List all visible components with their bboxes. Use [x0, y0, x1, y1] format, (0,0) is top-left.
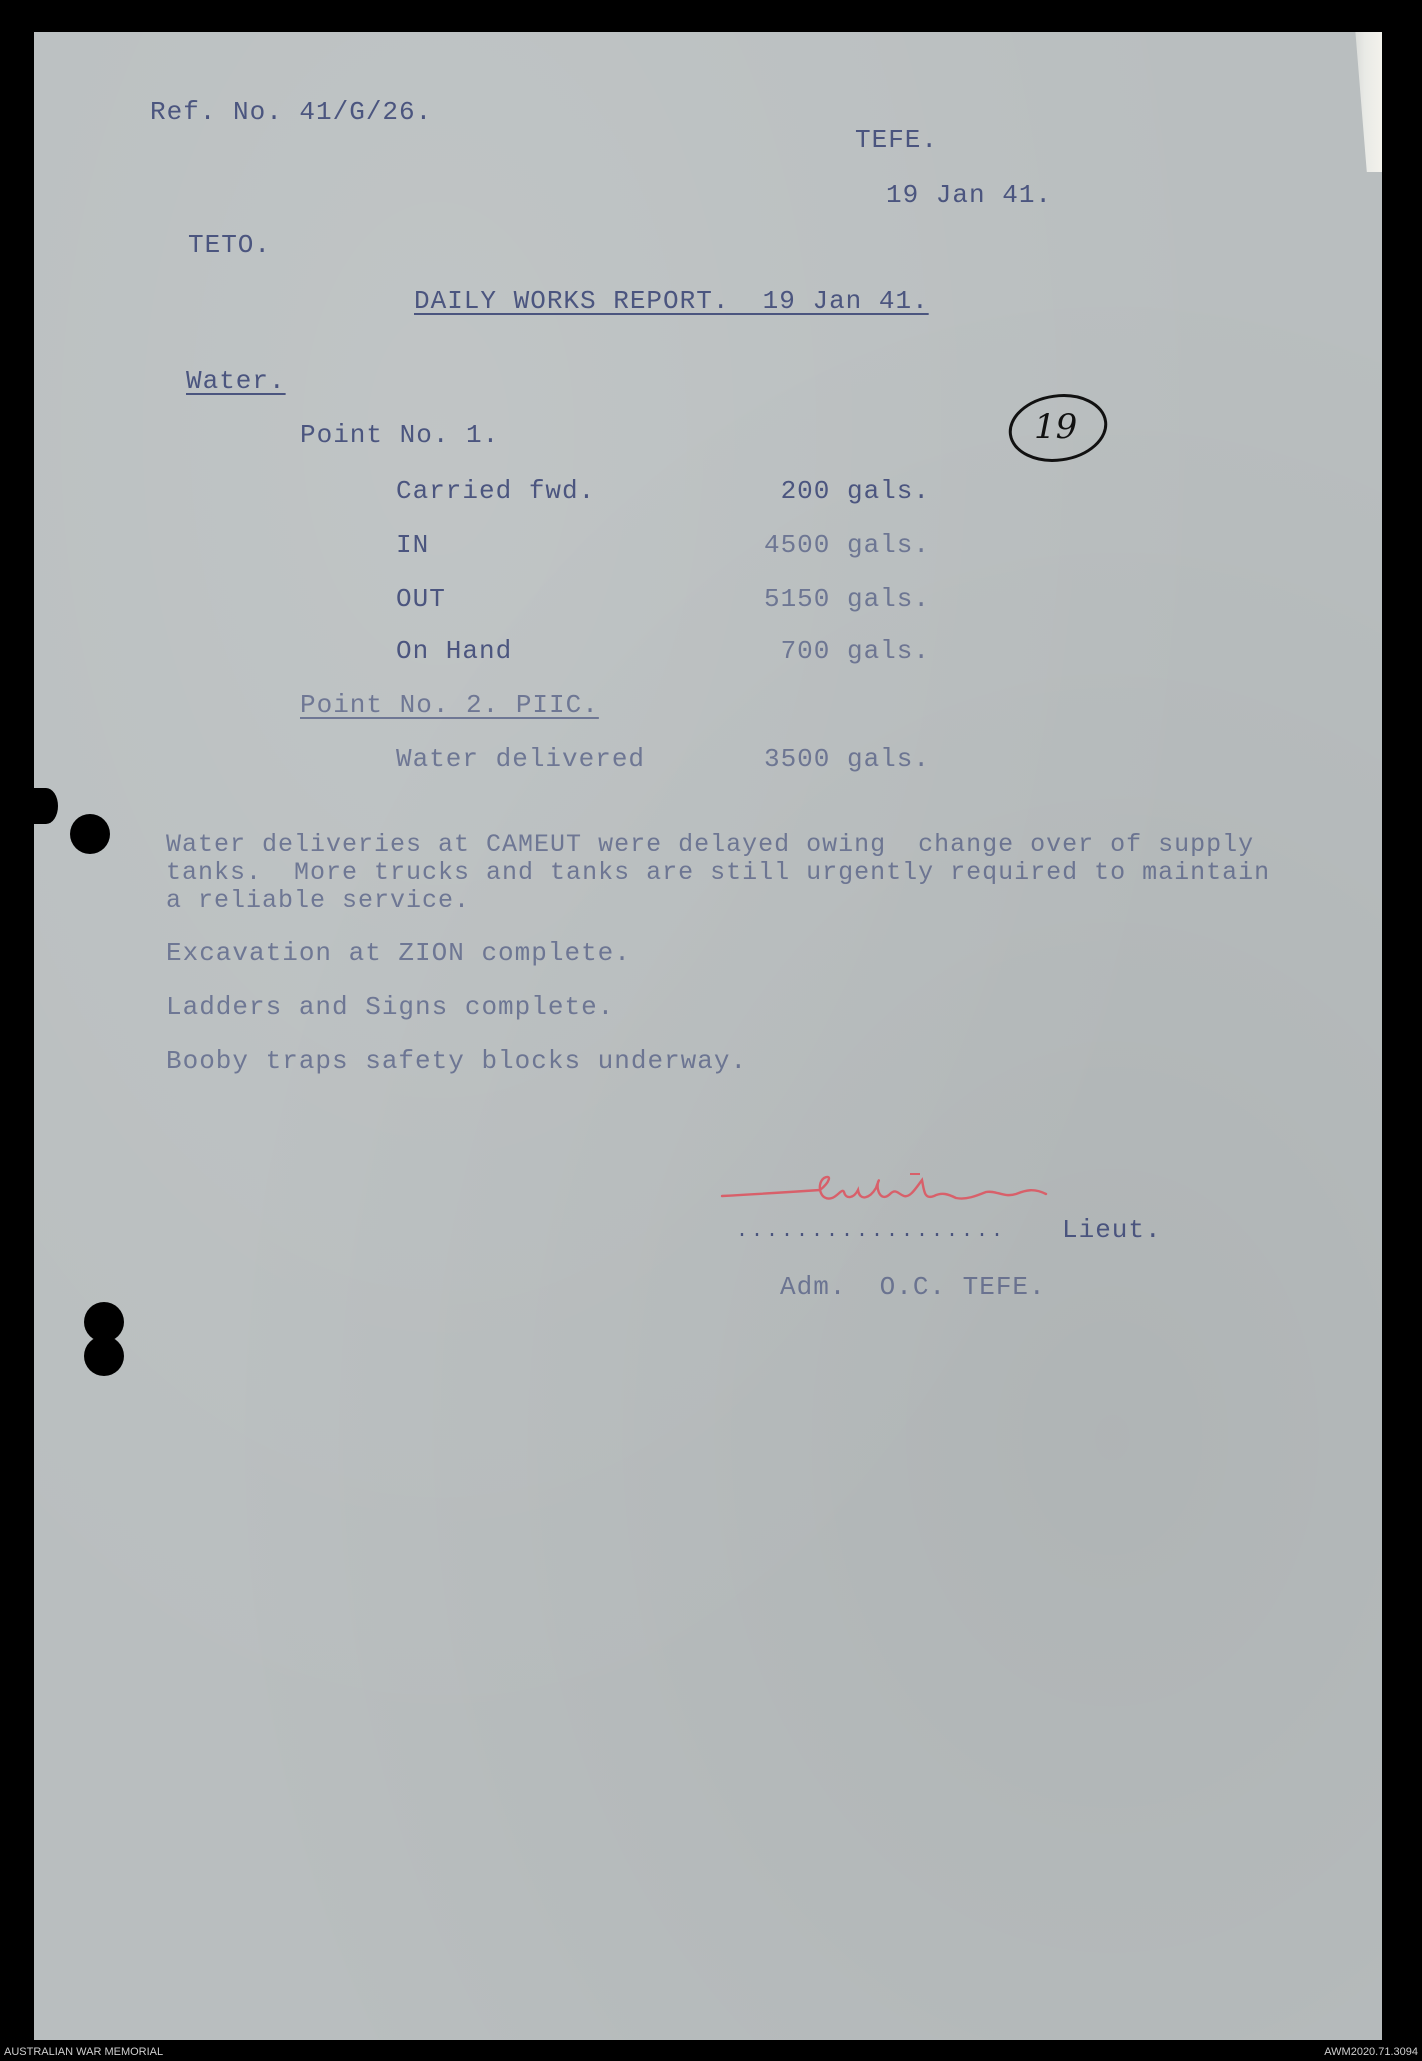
signature-title: Adm. O.C. TEFE.: [780, 1272, 1046, 1302]
paragraph-line: a reliable service.: [166, 886, 471, 915]
point1-label: IN: [396, 530, 430, 560]
section-heading: Water.: [186, 366, 286, 396]
paragraph-line: tanks. More trucks and tanks are still urgently required to maintain: [166, 858, 1271, 887]
point1-label: OUT: [396, 584, 446, 614]
punch-hole: [70, 814, 110, 854]
point1-value: 4500 gals.: [763, 530, 930, 560]
note-line: Booby traps safety blocks underway.: [166, 1046, 748, 1076]
handwritten-signature: [720, 1168, 1110, 1228]
point1-label: Carried fwd.: [396, 476, 596, 506]
punch-hole: [84, 1336, 124, 1376]
point1-value: 700 gals.: [780, 636, 930, 666]
footer-right: AWM2020.71.3094: [1324, 2046, 1418, 2058]
note-line: Ladders and Signs complete.: [166, 992, 615, 1022]
folio-number-text: 19: [1034, 407, 1078, 447]
handwritten-folio-number: [1000, 386, 1120, 466]
place-heading: TEFE.: [855, 125, 939, 155]
punch-hole: [34, 788, 58, 824]
footer-left: AUSTRALIAN WAR MEMORIAL: [4, 2046, 164, 2058]
signature-rank: Lieut.: [1062, 1215, 1162, 1245]
reference-number: Ref. No. 41/G/26.: [150, 97, 433, 127]
point2-value: 3500 gals.: [763, 744, 930, 774]
point1-heading: Point No. 1.: [300, 420, 500, 450]
point1-label: On Hand: [396, 636, 513, 666]
point1-value: 200 gals.: [780, 476, 930, 506]
addressee: TETO.: [188, 230, 272, 260]
point2-heading: Point No. 2. PIIC.: [300, 690, 599, 720]
document-page: [34, 32, 1382, 2040]
report-title: DAILY WORKS REPORT. 19 Jan 41.: [414, 286, 929, 316]
folded-corner: [1344, 32, 1382, 172]
date-heading: 19 Jan 41.: [886, 180, 1053, 210]
point1-value: 5150 gals.: [763, 584, 930, 614]
signature-dotted-line: ..................: [736, 1220, 1007, 1243]
paragraph-line: Water deliveries at CAMEUT were delayed owing change over of supply: [166, 830, 1255, 859]
point2-label: Water delivered: [396, 744, 646, 774]
note-line: Excavation at ZION complete.: [166, 938, 631, 968]
